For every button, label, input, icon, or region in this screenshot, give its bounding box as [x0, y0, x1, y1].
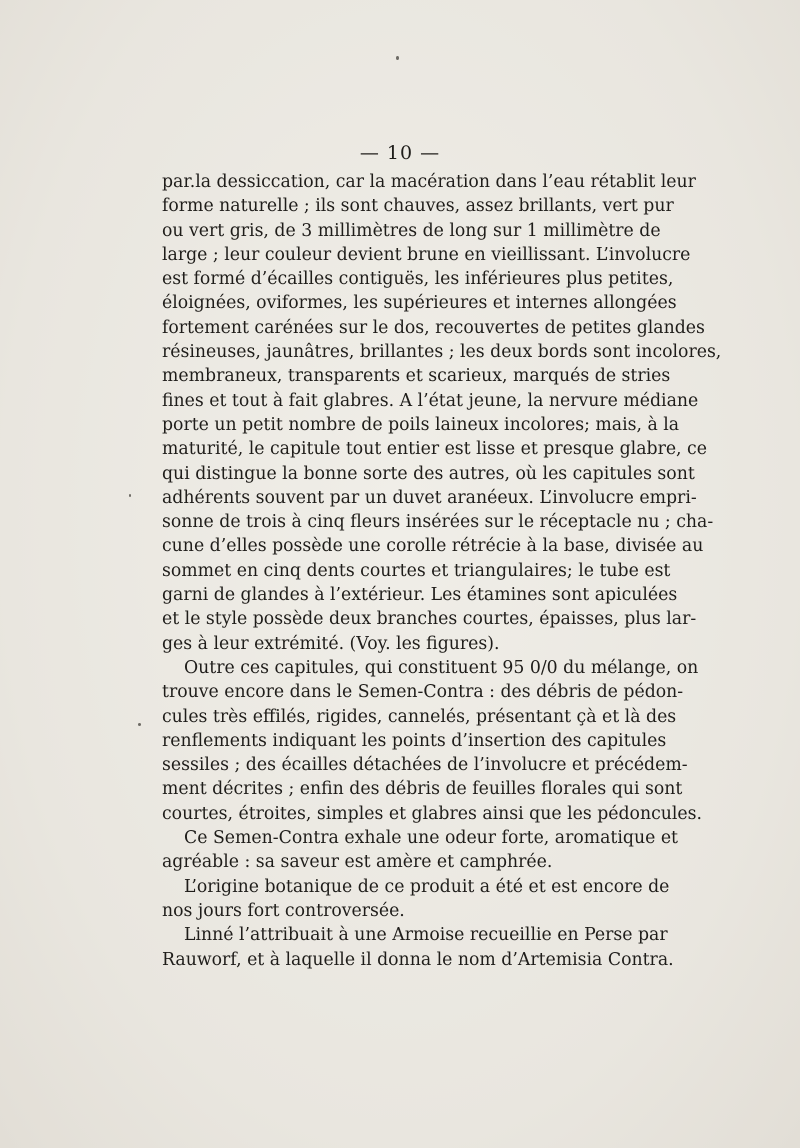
text-line: large ; leur couleur devient brune en vieillissant. L’involucre [162, 244, 691, 265]
text-line: résineuses, jaunâtres, brillantes ; les deux bords sont incolores, [162, 342, 722, 363]
text-line: ou vert gris, de 3 millimètres de long sur 1 millimètre de [162, 220, 661, 241]
text-line: par.la dessiccation, car la macération dans l’eau rétablit leur [162, 172, 696, 192]
text-line: qui distingue la bonne sorte des autres, où les capitules sont [162, 463, 695, 484]
text-line: Linné l’attribuait à une Armoise recueillie en Perse par [184, 925, 668, 946]
text-line: adhérents souvent par un duvet aranéeux. L’involucre empri- [162, 487, 697, 508]
text-line: forme naturelle ; ils sont chauves, assez brillants, vert pur [162, 196, 674, 217]
print-speck [396, 56, 399, 60]
text-line: est formé d’écailles contiguës, les inférieures plus petites, [162, 269, 674, 290]
print-speck [138, 723, 141, 726]
text-line: sommet en cinq dents courtes et triangulaires; le tube est [162, 560, 671, 581]
page-number: — 10 — [359, 142, 441, 164]
text-line: fines et tout à fait glabres. A l’état jeune, la nervure médiane [162, 390, 699, 411]
text-line: Outre ces capitules, qui constituent 95 0/0 du mélange, on [184, 657, 699, 678]
text-line: éloignées, oviformes, les supérieures et internes allongées [162, 293, 677, 314]
text-line: agréable : sa saveur est amère et camphrée. [162, 852, 553, 873]
text-line: sonne de trois à cinq fleurs insérées sur le réceptacle nu ; cha- [162, 512, 714, 533]
text-line: sessiles ; des écailles détachées de l’involucre et précédem- [162, 755, 688, 776]
body-text [162, 170, 722, 972]
text-line: renflements indiquant les points d’insertion des capitules [162, 730, 667, 751]
text-line: cules très effilés, rigides, cannelés, présentant çà et là des [162, 706, 677, 727]
text-line: trouve encore dans le Semen-Contra : des débris de pédon- [162, 682, 684, 703]
text-line: ment décrites ; enfin des débris de feuilles florales qui sont [162, 779, 683, 800]
text-line: ges à leur extrémité. (Voy. les figures). [162, 633, 500, 654]
text-line: garni de glandes à l’extérieur. Les étamines sont apiculées [162, 585, 678, 606]
text-line: membraneux, transparents et scarieux, marqués de stries [162, 366, 671, 387]
text-line: L’origine botanique de ce produit a été et est encore de [184, 876, 670, 897]
text-line: et le style possède deux branches courtes, épaisses, plus lar- [162, 609, 697, 630]
text-line: cune d’elles possède une corolle rétrécie à la base, divisée au [162, 536, 704, 557]
text-line: Rauworf, et à laquelle il donna le nom d’Artemisia Contra. [162, 949, 674, 970]
text-line: maturité, le capitule tout entier est lisse et presque glabre, ce [162, 439, 707, 460]
text-line: nos jours fort controversée. [162, 900, 405, 921]
text-line: porte un petit nombre de poils laineux incolores; mais, à la [162, 414, 680, 435]
text-line: fortement carénées sur le dos, recouvertes de petites glandes [162, 317, 705, 338]
text-line: Ce Semen-Contra exhale une odeur forte, aromatique et [184, 828, 678, 849]
text-line: courtes, étroites, simples et glabres ainsi que les pédoncules. [162, 803, 703, 824]
print-speck [129, 494, 131, 497]
